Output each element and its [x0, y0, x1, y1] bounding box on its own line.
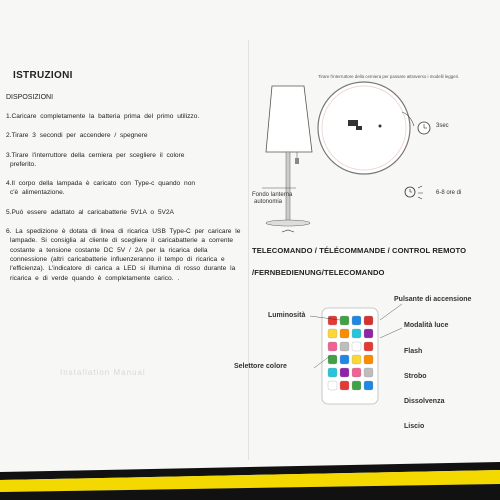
instruction-3: 3.Tirare l'interruttore della cerniera per scegliere il colore [6, 151, 185, 159]
top-note: Tirare l'interruttore della cerniera per passare attraverso i modelli leggeri. [318, 74, 460, 79]
instruction-6-line2: lampade. Si consiglia al cliente di scegliere il caricabatterie a corrente [10, 237, 234, 245]
instructions-list [6, 112, 242, 283]
lamp-stem [286, 152, 290, 222]
lamp-shade [266, 86, 312, 152]
label-brightness: Luminosità [268, 312, 306, 319]
section-heading: DISPOSIZIONI [6, 94, 54, 101]
instruction-6-line6: ricarica e di verde quando è completamente carico. . [10, 274, 180, 282]
instruction-6-line5: l'efficienza). L'indicatore di carica a LED si illumina di rosso durante la [10, 265, 236, 273]
instruction-4: 4.Il corpo della lampada è caricato con Type-c quando non [6, 180, 196, 188]
instruction-5: 5.Può essere adattato al caricabatterie 5V1A o 5V2A [6, 208, 174, 216]
label-mode: Modalità luce [404, 322, 449, 329]
remote-heading-1: TELECOMANDO / TÉLÉCOMMANDE / CONTROL REMOTO [252, 246, 467, 255]
instruction-6-line3: costante a tensione costante DC 5V / 2A per la ricarica della [10, 246, 208, 254]
instruction-1: 1.Caricare completamente la batteria prima del primo utilizzo. [6, 113, 200, 120]
label-strobe: Strobo [404, 373, 427, 380]
remote-heading-2: /FERNBEDIENUNG/TELECOMANDO [252, 268, 385, 277]
label-color: Selettore colore [234, 363, 287, 370]
fondo-label-1: Fondo lanterna [252, 192, 293, 198]
decorative-stripes [0, 462, 500, 500]
label-smooth: Liscio [404, 423, 425, 430]
three-sec-label: 3sec [436, 123, 449, 129]
remote-pointers [230, 296, 410, 436]
page-title: ISTRUZIONI [13, 70, 73, 81]
instruction-3-cont: preferito. [10, 160, 37, 168]
instruction-4-cont: c'è alimentazione. [10, 189, 65, 197]
instruction-6-line4: connessione (altri caricabatterie influenzeranno il tempo di ricarica e [10, 255, 225, 263]
lamp-top-view [318, 82, 410, 174]
remote-heading [252, 240, 466, 284]
instruction-6: 6. La spedizione è dotata di linea di ricarica USB Type-C per caricare le [6, 228, 241, 236]
lamp-diagram [252, 80, 500, 240]
pull-switch [295, 158, 299, 164]
lamp-base [266, 220, 310, 226]
instruction-2: 2.Tirare 3 secondi per accendere / spegnere [6, 132, 148, 140]
fondo-label-2: autonomia [254, 199, 283, 205]
hours-label: 6-8 ore di [436, 190, 462, 196]
label-flash: Flash [404, 348, 423, 355]
label-power: Pulsante di accensione [394, 296, 472, 303]
ghost-text: Installation Manual [60, 368, 146, 377]
label-fade: Dissolvenza [404, 398, 445, 405]
